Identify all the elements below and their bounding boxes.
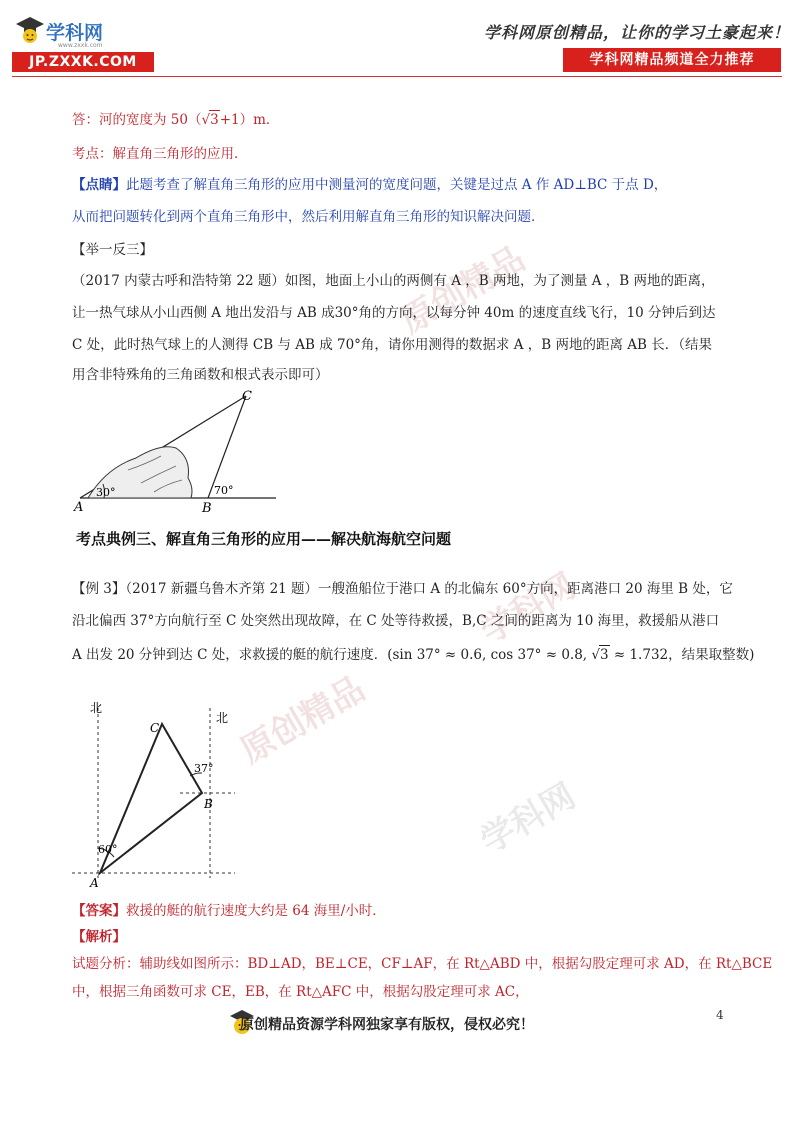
watermark: 原创精品 xyxy=(394,238,532,342)
jiexi-label: 【解析】 xyxy=(72,929,126,945)
figure-hill-balloon xyxy=(66,388,282,514)
header-banner: 学科网精品频道全力推荐 xyxy=(563,48,781,72)
answer-2: 【答案】救援的艇的航行速度大约是 64 海里/小时． xyxy=(72,903,386,919)
angle-60: 60° xyxy=(98,843,118,856)
logo-domain: JP.ZXXK.COM xyxy=(12,52,154,72)
watermark: 学科网 xyxy=(474,775,583,862)
example-line-3: A 出发 20 分钟到达 C 处，求救援的艇的航行速度．(sin 37° ≈ 0.6, cos 37° ≈ 0.8, √3 ≈ 1.732，结果取整数) xyxy=(72,647,755,663)
juyi-label: 【举一反三】 xyxy=(72,242,153,258)
section-heading: 考点典例三、解直角三角形的应用——解决航海航空问题 xyxy=(76,530,452,548)
watermark: 学科网 xyxy=(474,565,583,652)
analysis-line-1: 试题分析：辅助线如图所示：BD⊥AD，BE⊥CE，CF⊥AF，在 Rt△ABD 中，根据勾股定理可求 AD，在 Rt△BCE xyxy=(72,956,773,972)
kaodian-line: 考点：解直角三角形的应用． xyxy=(72,146,248,162)
juyi-line-4: 用含非特殊角的三角函数和根式表示即可） xyxy=(72,367,329,383)
dianjing-line-1: 【点睛】此题考查了解直角三角形的应用中测量河的宽度问题，关键是过点 A 作 AD⊥BC 于点 D， xyxy=(72,177,668,193)
juyi-line-1: （2017 内蒙古呼和浩特第 22 题）如图，地面上小山的两侧有 A ，B 两地，为了测量 A ，B 两地的距离， xyxy=(72,273,715,289)
example-line-1: 【例 3】（2017 新疆乌鲁木齐第 21 题）一艘渔船位于港口 A 的北偏东 60°方向，距离港口 20 海里 B 处，它 xyxy=(72,581,733,597)
header-divider xyxy=(12,76,782,77)
label-c: C xyxy=(150,721,160,735)
answer-line: 答：河的宽度为 50（√3+1）m． xyxy=(72,112,280,128)
angle-70: 70° xyxy=(214,484,234,497)
page-number: 4 xyxy=(716,1008,724,1022)
analysis-line-2: 中，根据三角函数可求 CE，EB，在 Rt△AFC 中，根据勾股定理可求 AC， xyxy=(72,984,529,1000)
logo-url: www.zxxk.com xyxy=(58,42,103,49)
label-a: A xyxy=(74,500,84,514)
juyi-line-3: C 处，此时热气球上的人测得 CB 与 AB 成 70°角，请你用测得的数据求 A ，B 两地的距离 AB 长．（结果 xyxy=(72,337,712,353)
answer-label: 【答案】 xyxy=(72,903,126,919)
label-c: C xyxy=(242,389,252,404)
logo-text: 学科网 xyxy=(46,22,104,44)
label-b: B xyxy=(204,797,213,811)
juyi-line-2: 让一热气球从小山西侧 A 地出发沿与 AB 成30°角的方向，以每分钟 40m 的速度直线飞行，10 分钟后到达 xyxy=(72,305,716,321)
header-slogan: 学科网原创精品，让你的学习土豪起来！ xyxy=(484,23,791,42)
angle-37: 37° xyxy=(194,762,214,775)
dianjing-label: 【点睛】 xyxy=(72,177,126,193)
footer-copyright: 原创精品资源学科网独家享有版权，侵权必究！ xyxy=(240,1017,534,1033)
north-label: 北 xyxy=(216,711,229,725)
north-label: 北 xyxy=(90,701,103,715)
watermark: 原创精品 xyxy=(234,668,372,772)
example-line-2: 沿北偏西 37°方向航行至 C 处突然出现故障，在 C 处等待救援，B,C 之间的距离为 10 海里，救援船从港口 xyxy=(72,613,720,629)
label-b: B xyxy=(202,501,212,514)
label-a: A xyxy=(90,876,99,890)
figure-navigation xyxy=(70,698,240,890)
graduation-cap-icon xyxy=(14,14,46,44)
dianjing-line-2: 从而把问题转化到两个直角三角形中，然后利用解直角三角形的知识解决问题． xyxy=(72,209,545,225)
angle-30: 30° xyxy=(96,486,116,499)
